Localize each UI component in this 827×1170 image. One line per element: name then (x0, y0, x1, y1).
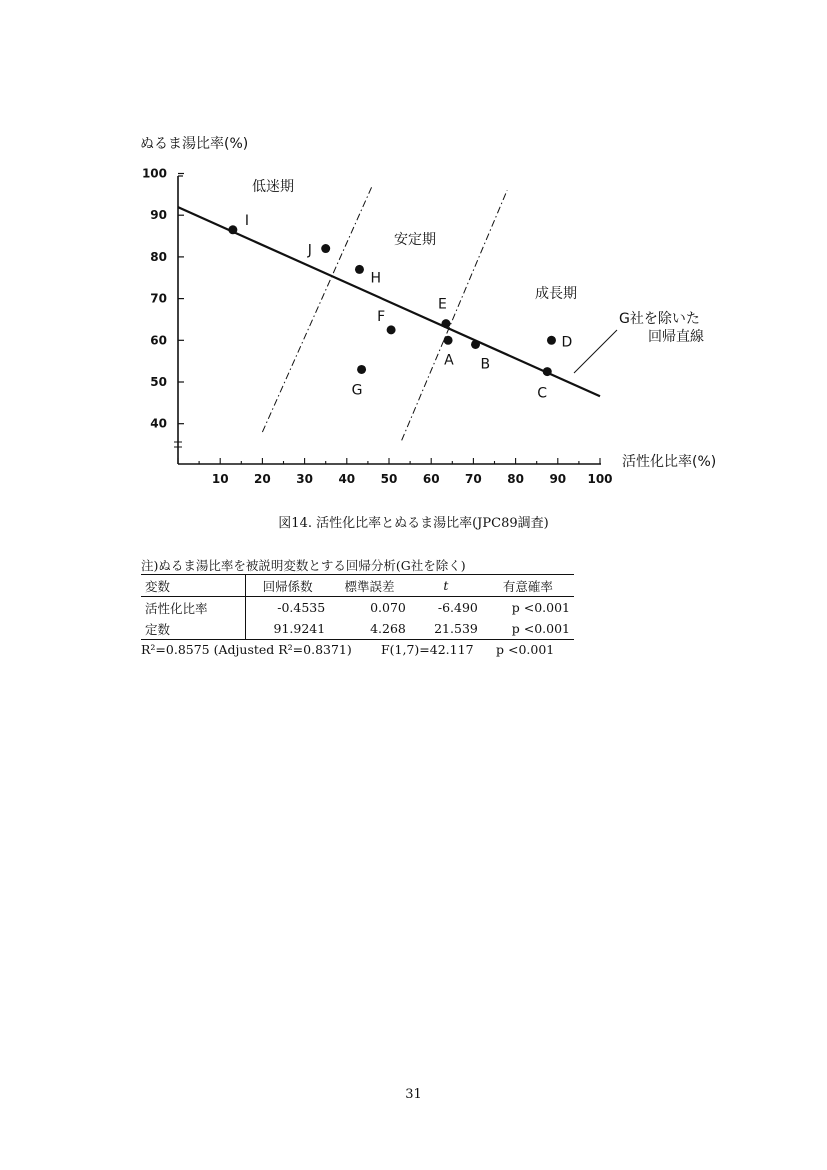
y-tick-label: 100 (141, 166, 167, 181)
regression-table (141, 574, 574, 640)
region-label: 成長期 (535, 286, 577, 302)
data-point (321, 244, 330, 253)
x-tick-label: 50 (380, 472, 398, 486)
x-tick-label: 20 (254, 472, 271, 486)
chart-ticks (142, 167, 613, 487)
data-point (471, 340, 480, 349)
annotation-line-2: 回帰直線 (648, 329, 704, 345)
y-tick-label: 40 (150, 416, 167, 431)
page-number: 31 (405, 1087, 422, 1102)
header-variable: 変数 (141, 575, 246, 597)
row-significance: p <0.001 (511, 600, 570, 615)
data-point (387, 325, 396, 334)
chart-axes (174, 176, 601, 464)
figure-caption: 図14. 活性化比率とぬるま湯比率(JPC89調査) (278, 516, 549, 531)
y-tick-label: 50 (150, 375, 167, 389)
y-tick-label: 80 (150, 249, 167, 264)
y-tick-label: 70 (150, 291, 167, 306)
x-tick-label: 30 (296, 472, 313, 486)
data-point (444, 336, 453, 345)
chart-lines (178, 186, 617, 440)
row-std-error: 0.070 (370, 600, 406, 615)
x-tick-label: 90 (549, 472, 567, 486)
header-significance: 有意確率 (502, 578, 553, 594)
data-point (355, 265, 364, 274)
r-squared: R²=0.8575 (Adjusted R²=0.8371) (141, 642, 352, 657)
x-tick-label: 80 (507, 472, 524, 486)
chart-labels (140, 136, 716, 470)
table-note: 注)ぬるま湯比率を被説明変数とする回帰分析(G社を除く) (141, 558, 466, 573)
scatter-chart (0, 0, 827, 500)
point-label: H (370, 270, 381, 287)
annotation-pointer (574, 330, 617, 373)
x-tick-label: 40 (338, 472, 356, 486)
data-point (547, 336, 556, 345)
x-tick-label: 10 (211, 472, 229, 486)
row-variable: 定数 (141, 618, 246, 640)
annotation-line-1: G社を除いた (619, 311, 700, 327)
point-label: D (561, 334, 573, 351)
table-row (141, 618, 574, 640)
point-label: A (444, 352, 454, 369)
f-statistic: F(1,7)=42.117 (381, 642, 474, 657)
point-label: J (307, 242, 312, 259)
point-label: I (244, 212, 250, 229)
x-tick-label: 70 (465, 472, 482, 486)
table-header-row (141, 575, 574, 597)
point-label: E (437, 296, 447, 313)
f-p-value: p <0.001 (496, 642, 555, 657)
header-coefficient: 回帰係数 (262, 578, 313, 594)
region-label: 安定期 (394, 232, 436, 248)
header-t: t (443, 578, 449, 593)
x-tick-label: 100 (587, 472, 613, 486)
table-row (141, 597, 574, 619)
x-axis-label: 活性化比率(%) (622, 454, 717, 470)
data-point (441, 319, 450, 328)
data-point (228, 225, 237, 234)
point-label: B (480, 356, 491, 373)
y-axis-label: ぬるま湯比率(%) (140, 136, 249, 152)
row-coefficient: 91.9241 (273, 621, 326, 636)
header-std-error: 標準誤差 (344, 578, 395, 594)
x-tick-label: 60 (422, 472, 440, 486)
y-tick-label: 60 (150, 333, 167, 348)
row-coefficient: -0.4535 (277, 600, 326, 615)
row-t: 21.539 (434, 621, 478, 636)
data-point (543, 367, 552, 376)
region-label: 低迷期 (252, 179, 294, 195)
point-label: C (537, 385, 548, 402)
point-label: F (377, 308, 386, 325)
row-std-error: 4.268 (370, 621, 406, 636)
data-point (357, 365, 366, 374)
y-tick-label: 90 (150, 208, 167, 223)
row-significance: p <0.001 (511, 621, 570, 636)
point-label: G (351, 382, 363, 399)
row-variable: 活性化比率 (141, 597, 246, 619)
row-t: -6.490 (437, 600, 478, 615)
